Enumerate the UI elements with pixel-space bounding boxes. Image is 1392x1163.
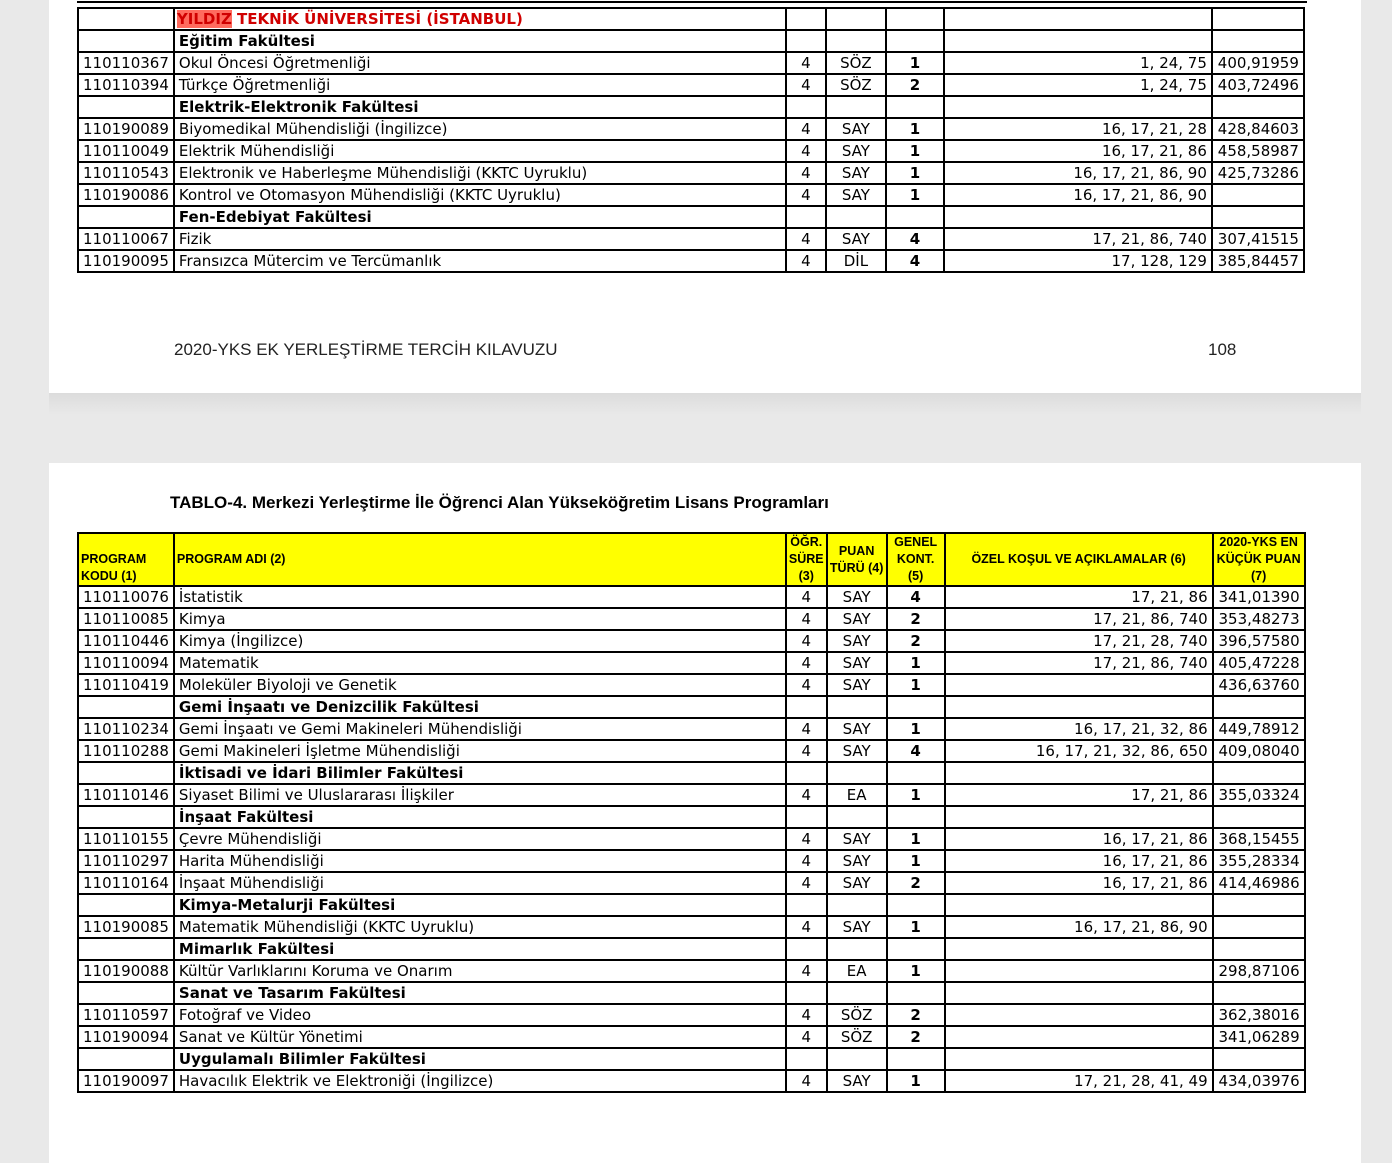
pdf-page-109: [49, 463, 1361, 1163]
program-code: 110110543: [78, 162, 174, 184]
table-row: [78, 916, 1305, 938]
score-type: SÖZ: [827, 1004, 887, 1026]
program-code: 110110085: [78, 608, 174, 630]
table-row: [78, 718, 1305, 740]
score-type: SAY: [827, 718, 887, 740]
score-type: SÖZ: [826, 52, 886, 74]
min-score: 449,78912: [1213, 718, 1305, 740]
program-code: 110110094: [78, 652, 174, 674]
program-code: 110190089: [78, 118, 174, 140]
quota: 2: [887, 1026, 945, 1048]
program-duration: 4: [786, 608, 827, 630]
program-name: Siyaset Bilimi ve Uluslararası İlişkiler: [174, 784, 786, 806]
min-score: 403,72496: [1212, 74, 1304, 96]
program-duration: 4: [786, 250, 826, 272]
table-row: [78, 1026, 1305, 1048]
quota: 1: [887, 916, 945, 938]
program-name: Kimya: [174, 608, 786, 630]
table-row: [78, 52, 1304, 74]
min-score: [1213, 916, 1305, 938]
min-score: 436,63760: [1213, 674, 1305, 696]
table-header-row: [78, 533, 1305, 586]
score-type: EA: [827, 960, 887, 982]
conditions: 17, 21, 28, 41, 49: [945, 1070, 1213, 1092]
table-row: [78, 872, 1305, 894]
program-table-continued: [77, 7, 1305, 273]
score-type: SAY: [826, 184, 886, 206]
program-duration: 4: [786, 1070, 827, 1092]
quota: 2: [887, 608, 945, 630]
university-name: YILDIZ TEKNİK ÜNİVERSİTESİ (İSTANBUL): [174, 8, 786, 30]
program-name: Sanat ve Kültür Yönetimi: [174, 1026, 786, 1048]
quota: 4: [887, 586, 945, 608]
conditions: [945, 674, 1213, 696]
score-type: SAY: [827, 608, 887, 630]
page-gap: [49, 393, 1361, 415]
table-row: [78, 586, 1305, 608]
table-row: [78, 162, 1304, 184]
faculty-row: [78, 894, 1305, 916]
faculty-row: [78, 1048, 1305, 1070]
faculty-row: [78, 30, 1304, 52]
conditions: 17, 128, 129: [944, 250, 1212, 272]
conditions: [945, 960, 1213, 982]
quota: 1: [887, 828, 945, 850]
min-score: 405,47228: [1213, 652, 1305, 674]
min-score: 396,57580: [1213, 630, 1305, 652]
table-row: [78, 630, 1305, 652]
program-code: 110110297: [78, 850, 174, 872]
program-name: Çevre Mühendisliği: [174, 828, 786, 850]
program-name: Fizik: [174, 228, 786, 250]
score-type: SAY: [827, 674, 887, 696]
program-code: 110190097: [78, 1070, 174, 1092]
program-name: İnşaat Mühendisliği: [174, 872, 786, 894]
conditions: 16, 17, 21, 86, 90: [944, 184, 1212, 206]
quota: 2: [887, 872, 945, 894]
program-duration: 4: [786, 162, 826, 184]
program-code: 110110049: [78, 140, 174, 162]
min-score: 355,03324: [1213, 784, 1305, 806]
program-code: 110110067: [78, 228, 174, 250]
program-name: Elektronik ve Haberleşme Mühendisliği (KKTC Uyruklu): [174, 162, 786, 184]
conditions: 16, 17, 21, 86, 90: [944, 162, 1212, 184]
conditions: 17, 21, 86, 740: [945, 652, 1213, 674]
quota: 4: [887, 740, 945, 762]
program-name: Türkçe Öğretmenliği: [174, 74, 786, 96]
table-row: [78, 740, 1305, 762]
program-name: Matematik: [174, 652, 786, 674]
score-type: SAY: [827, 828, 887, 850]
min-score: 353,48273: [1213, 608, 1305, 630]
program-name: Moleküler Biyoloji ve Genetik: [174, 674, 786, 696]
faculty-name: Mimarlık Fakültesi: [174, 938, 786, 960]
program-name: Kültür Varlıklarını Koruma ve Onarım: [174, 960, 786, 982]
header-conditions: ÖZEL KOŞUL VE AÇIKLAMALAR (6): [945, 533, 1213, 586]
faculty-name: Elektrik-Elektronik Fakültesi: [174, 96, 786, 118]
score-type: SAY: [827, 630, 887, 652]
program-duration: 4: [786, 184, 826, 206]
program-code: 110190086: [78, 184, 174, 206]
program-code: 110110234: [78, 718, 174, 740]
quota: 1: [887, 960, 945, 982]
quota: 1: [886, 184, 944, 206]
program-duration: 4: [786, 228, 826, 250]
program-code: 110190085: [78, 916, 174, 938]
quota: 1: [886, 118, 944, 140]
conditions: [945, 1004, 1213, 1026]
table-row: [78, 828, 1305, 850]
table-row: [78, 140, 1304, 162]
program-name: Havacılık Elektrik ve Elektroniği (İngilizce): [174, 1070, 786, 1092]
program-code: 110110076: [78, 586, 174, 608]
conditions: 17, 21, 28, 740: [945, 630, 1213, 652]
table-title: TABLO-4. Merkezi Yerleştirme İle Öğrenci Alan Yükseköğretim Lisans Programları: [170, 493, 829, 512]
quota: 1: [887, 784, 945, 806]
min-score: 298,87106: [1213, 960, 1305, 982]
quota: 1: [887, 1070, 945, 1092]
faculty-name: Gemi İnşaatı ve Denizcilik Fakültesi: [174, 696, 786, 718]
min-score: 414,46986: [1213, 872, 1305, 894]
program-duration: 4: [786, 718, 827, 740]
faculty-name: Uygulamalı Bilimler Fakültesi: [174, 1048, 786, 1070]
faculty-row: [78, 982, 1305, 1004]
score-type: SAY: [827, 1070, 887, 1092]
min-score: 385,84457: [1212, 250, 1304, 272]
header-score-type: PUAN TÜRÜ (4): [827, 533, 887, 586]
quota: 4: [886, 250, 944, 272]
score-type: DİL: [826, 250, 886, 272]
program-duration: 4: [786, 586, 827, 608]
quota: 2: [887, 630, 945, 652]
header-quota: GENEL KONT. (5): [887, 533, 945, 586]
table-row: [78, 784, 1305, 806]
page-number: 108: [1208, 340, 1237, 359]
program-duration: 4: [786, 74, 826, 96]
score-type: SAY: [826, 162, 886, 184]
pdf-page-108: [49, 0, 1361, 393]
program-name: Fotoğraf ve Video: [174, 1004, 786, 1026]
program-code: 110110288: [78, 740, 174, 762]
table-row: [78, 674, 1305, 696]
conditions: 16, 17, 21, 28: [944, 118, 1212, 140]
faculty-name: İnşaat Fakültesi: [174, 806, 786, 828]
quota: 1: [887, 674, 945, 696]
min-score: 400,91959: [1212, 52, 1304, 74]
min-score: 362,38016: [1213, 1004, 1305, 1026]
university-row: [78, 8, 1304, 30]
program-duration: 4: [786, 1004, 827, 1026]
program-duration: 4: [786, 740, 827, 762]
table-row: [78, 1070, 1305, 1092]
program-name: Biyomedikal Mühendisliği (İngilizce): [174, 118, 786, 140]
quota: 1: [887, 718, 945, 740]
conditions: 17, 21, 86: [945, 586, 1213, 608]
score-type: SAY: [827, 872, 887, 894]
min-score: 409,08040: [1213, 740, 1305, 762]
program-name: Gemi İnşaatı ve Gemi Makineleri Mühendisliği: [174, 718, 786, 740]
program-code: 110110419: [78, 674, 174, 696]
score-type: SAY: [826, 228, 886, 250]
score-type: SAY: [827, 586, 887, 608]
table-row: [78, 228, 1304, 250]
program-duration: 4: [786, 140, 826, 162]
faculty-name: Eğitim Fakültesi: [174, 30, 786, 52]
program-code: 110110155: [78, 828, 174, 850]
program-name: Elektrik Mühendisliği: [174, 140, 786, 162]
program-name: Fransızca Mütercim ve Tercümanlık: [174, 250, 786, 272]
min-score: 428,84603: [1212, 118, 1304, 140]
table-row: [78, 74, 1304, 96]
min-score: 355,28334: [1213, 850, 1305, 872]
min-score: 341,06289: [1213, 1026, 1305, 1048]
program-duration: 4: [786, 916, 827, 938]
min-score: 307,41515: [1212, 228, 1304, 250]
header-program-name: PROGRAM ADI (2): [174, 533, 786, 586]
program-code: 110110164: [78, 872, 174, 894]
table-row: [78, 652, 1305, 674]
faculty-row: [78, 96, 1304, 118]
min-score: 341,01390: [1213, 586, 1305, 608]
score-type: SAY: [826, 118, 886, 140]
conditions: 17, 21, 86: [945, 784, 1213, 806]
faculty-row: [78, 696, 1305, 718]
faculty-row: [78, 938, 1305, 960]
conditions: 17, 21, 86, 740: [945, 608, 1213, 630]
conditions: [945, 1026, 1213, 1048]
program-name: Kontrol ve Otomasyon Mühendisliği (KKTC Uyruklu): [174, 184, 786, 206]
program-code: 110110597: [78, 1004, 174, 1026]
program-duration: 4: [786, 850, 827, 872]
table-row: [78, 1004, 1305, 1026]
program-code: 110110394: [78, 74, 174, 96]
score-type: SAY: [827, 740, 887, 762]
quota: 2: [886, 74, 944, 96]
faculty-name: Fen-Edebiyat Fakültesi: [174, 206, 786, 228]
quota: 2: [887, 1004, 945, 1026]
program-name: Harita Mühendisliği: [174, 850, 786, 872]
program-code: 110110146: [78, 784, 174, 806]
program-duration: 4: [786, 52, 826, 74]
min-score: 458,58987: [1212, 140, 1304, 162]
table-row: [78, 250, 1304, 272]
conditions: 16, 17, 21, 86: [945, 872, 1213, 894]
quota: 4: [886, 228, 944, 250]
faculty-name: Sanat ve Tasarım Fakültesi: [174, 982, 786, 1004]
min-score: 368,15455: [1213, 828, 1305, 850]
program-duration: 4: [786, 630, 827, 652]
program-duration: 4: [786, 828, 827, 850]
program-name: Kimya (İngilizce): [174, 630, 786, 652]
program-name: Okul Öncesi Öğretmenliği: [174, 52, 786, 74]
conditions: 16, 17, 21, 32, 86, 650: [945, 740, 1213, 762]
header-program-code: PROGRAM KODU (1): [78, 533, 174, 586]
faculty-row: [78, 762, 1305, 784]
program-name: İstatistik: [174, 586, 786, 608]
program-table: [77, 532, 1306, 1093]
program-code: 110190094: [78, 1026, 174, 1048]
table-row: [78, 850, 1305, 872]
conditions: 16, 17, 21, 86: [945, 850, 1213, 872]
program-name: Gemi Makineleri İşletme Mühendisliği: [174, 740, 786, 762]
faculty-name: Kimya-Metalurji Fakültesi: [174, 894, 786, 916]
score-type: SAY: [827, 652, 887, 674]
quota: 1: [886, 140, 944, 162]
faculty-name: İktisadi ve İdari Bilimler Fakültesi: [174, 762, 786, 784]
conditions: 16, 17, 21, 86, 90: [945, 916, 1213, 938]
min-score: [1212, 184, 1304, 206]
min-score: 434,03976: [1213, 1070, 1305, 1092]
program-code: 110190088: [78, 960, 174, 982]
score-type: SÖZ: [827, 1026, 887, 1048]
table-row: [78, 960, 1305, 982]
min-score: 425,73286: [1212, 162, 1304, 184]
quota: 1: [887, 652, 945, 674]
conditions: 1, 24, 75: [944, 52, 1212, 74]
footer-title: 2020-YKS EK YERLEŞTİRME TERCİH KILAVUZU: [174, 340, 558, 359]
program-duration: 4: [786, 118, 826, 140]
score-type: SAY: [827, 916, 887, 938]
program-duration: 4: [786, 652, 827, 674]
program-duration: 4: [786, 784, 827, 806]
quota: 1: [887, 850, 945, 872]
header-duration: ÖĞR. SÜRE (3): [786, 533, 827, 586]
score-type: SAY: [827, 850, 887, 872]
conditions: 17, 21, 86, 740: [944, 228, 1212, 250]
quota: 1: [886, 162, 944, 184]
faculty-row: [78, 806, 1305, 828]
program-duration: 4: [786, 674, 827, 696]
program-code: 110110367: [78, 52, 174, 74]
quota: 1: [886, 52, 944, 74]
program-duration: 4: [786, 872, 827, 894]
conditions: 16, 17, 21, 86: [945, 828, 1213, 850]
program-code: 110110446: [78, 630, 174, 652]
conditions: 16, 17, 21, 32, 86: [945, 718, 1213, 740]
program-name: Matematik Mühendisliği (KKTC Uyruklu): [174, 916, 786, 938]
table-row: [78, 184, 1304, 206]
score-type: SÖZ: [826, 74, 886, 96]
search-highlight: YILDIZ: [176, 10, 232, 28]
program-duration: 4: [786, 960, 827, 982]
program-duration: 4: [786, 1026, 827, 1048]
table-row: [78, 118, 1304, 140]
conditions: 16, 17, 21, 86: [944, 140, 1212, 162]
conditions: 1, 24, 75: [944, 74, 1212, 96]
faculty-row: [78, 206, 1304, 228]
header-min-score: 2020-YKS EN KÜÇÜK PUAN (7): [1213, 533, 1305, 586]
score-type: SAY: [826, 140, 886, 162]
table-row: [78, 608, 1305, 630]
program-code: 110190095: [78, 250, 174, 272]
score-type: EA: [827, 784, 887, 806]
